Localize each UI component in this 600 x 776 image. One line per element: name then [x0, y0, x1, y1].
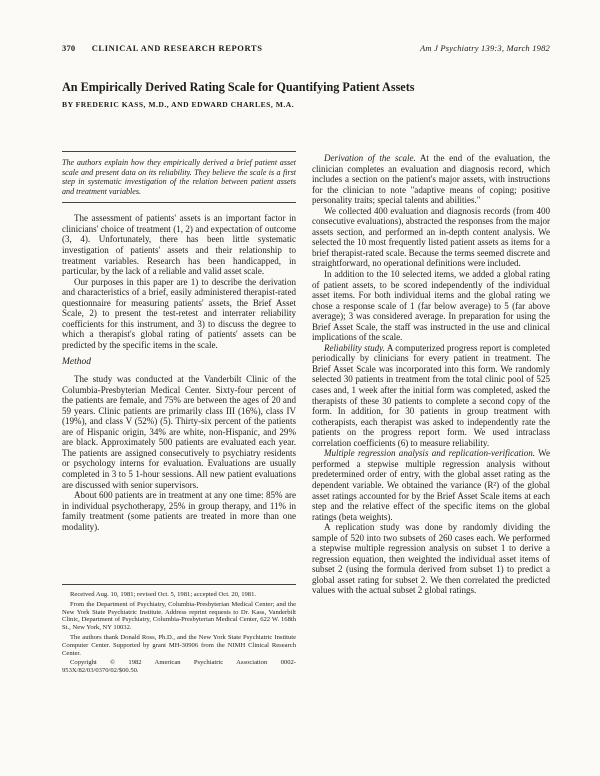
left-column [62, 151, 296, 532]
page-number: 370 [62, 43, 76, 53]
journal-citation: Am J Psychiatry 139:3, March 1982 [420, 43, 550, 53]
footnote-acknowledgment: The authors thank Donald Ross, Ph.D., and the New York State Psychiatric Institute Computer Center. Supported by grant MH-30906 from the NIMH Clinical Research Center. [62, 633, 296, 657]
footnote-received: Received Aug. 10, 1981; revised Oct. 5, 1981; accepted Oct. 20, 1981. [70, 591, 257, 598]
footnote-copyright: Copyright © 1982 American Psychiatric Association 0002-953X/82/03/0370/02/$00.50. [62, 659, 296, 675]
reliability-subheading: Reliability study. [324, 342, 385, 353]
running-header [62, 43, 550, 53]
derivation-paragraph: We collected 400 evaluation and diagnosis records (from 400 consecutive evaluations), abstracted the responses from the major assets section, and performed an in-depth content analysis. We selected the 10 most frequently listed patient assets as items for a brief therapist-rated scale. Because the terms seemed discrete and straightforward, no operational definitions were included. [312, 205, 550, 269]
derivation-subheading: Derivation of the scale. [324, 153, 416, 163]
section-label: CLINICAL AND RESEARCH REPORTS [91, 43, 263, 53]
right-column [312, 153, 550, 596]
replication-paragraph: A replication study was done by randomly dividing the sample of 520 into two subsets of 260 cases each. We performed a stepwise multiple regression analysis on subset 1 to derive a regression equation, then weighted the individual asset items of subset 2 (using the formula derived from subset 1) to predict a global asset rating for subset 2. We then correlated the predicted values with the actual subset 2 global ratings. [312, 522, 550, 596]
reliability-paragraph: Reliability study. A computerized progress report is completed periodically by clinicians for every patient in treatment. The Brief Asset Scale was incorporated into this form. We randomly selected 30 patients in treatment from the total clinic pool of 525 cases and, 1 week after the initial form was completed, asked the therapists of these 30 patients to complete a second copy of the form. In addition, for 30 patients in group treatment with cotherapists, each therapist was asked to independently rate the patients on the progress report form. We used intraclass correlation coefficients (6) to measure reliability. [312, 342, 550, 448]
intro-paragraph: The assessment of patients' assets is an important factor in clinicians' choice of treatment (1, 2) and expectation of outcome (3, 4). Unfortunately, there has been little systematic investigation of patients' assets and their relationship to treatment variables. Research has been handicapped, in particular, by the lack of a reliable and valid asset scale. [62, 213, 296, 277]
method-heading: Method [62, 357, 92, 368]
abstract: The authors explain how they empirically derived a brief patient asset scale and present data on its reliability. They believe the scale is a first step in systematic investigation of the relation between patient assets and treatment variables. [62, 151, 296, 203]
regression-paragraph: Multiple regression analysis and replication-verification. We performed a stepwise multiple regression analysis without predetermined order of entry, with the global asset rating as the dependent variable. We obtained the variance (R²) of the global asset ratings accounted for by the Brief Asset Scale items at each step and the relative effect of the specific items on the global ratings (beta weights). [312, 448, 550, 522]
footnote-affiliation: From the Department of Psychiatry, Columbia-Presbyterian Medical Center; and the New York State Psychiatric Institute. Address reprint requests to Dr. Kass, Vanderbilt Clinic, Department of Psychiatry, Columbia-Presbyterian Medical Center, 622 W. 168th St., New York, NY 10032. [62, 600, 296, 632]
derivation-paragraph: Derivation of the scale. At the end of the evaluation, the clinician completes an evaluation and diagnosis record, which includes a section on the patient's major assets, with instructions for the clinician to note "adaptive means of coping; positive personality traits; special talents and abilities." [312, 153, 551, 206]
footnotes [62, 584, 296, 677]
article-title: An Empirically Derived Rating Scale for Quantifying Patient Assets [62, 80, 415, 94]
method-paragraph: The study was conducted at the Vanderbilt Clinic of the Columbia-Presbyterian Medical Center. Sixty-four percent of the patients are female, and 75% are between the ages of 20 and 59 years. Clinic patients are primarily class III (16%), class IV (19%), and class V (52%) (5). Thirty-six percent of the patients are of Hispanic origin, 34% are white, non-Hispanic, and 29% are black. Approximately 500 patients are evaluated each year. The patients are assigned consecutively to psychiatry residents or psychology interns for evaluation. Evaluations are usually completed in 3 to 5 1-hour sessions. All new patient evaluations are discussed with senior supervisors. [62, 374, 296, 490]
author-line: BY FREDERIC KASS, M.D., AND EDWARD CHARLES, M.A. [62, 100, 295, 109]
derivation-paragraph: In addition to the 10 selected items, we added a global rating of patient assets, to be scored independently of the individual asset items. For both individual items and the global rating we chose a response scale of 1 (far below average) to 5 (far above average); 3 was considered average. In preparation for using the Brief Asset Scale, the staff was instructed in the use and clinical implications of the scale. [312, 269, 550, 343]
regression-subheading: Multiple regression analysis and replication-verification. [324, 448, 536, 459]
method-paragraph: About 600 patients are in treatment at any one time: 85% are in individual psychotherapy, 25% in group therapy, and 11% in family treatment (some patients are treated in more than one modality). [62, 490, 296, 532]
intro-paragraph: Our purposes in this paper are 1) to describe the derivation and characteristics of a brief, easily administered therapist-rated questionnaire for measuring patients' assets, the Brief Asset Scale, 2) to present the test-retest and interrater reliability coefficients for this instrument, and 3) to discuss the degree to which a therapist's global rating of patients' assets can be predicted by the specific items in the scale. [62, 276, 296, 350]
